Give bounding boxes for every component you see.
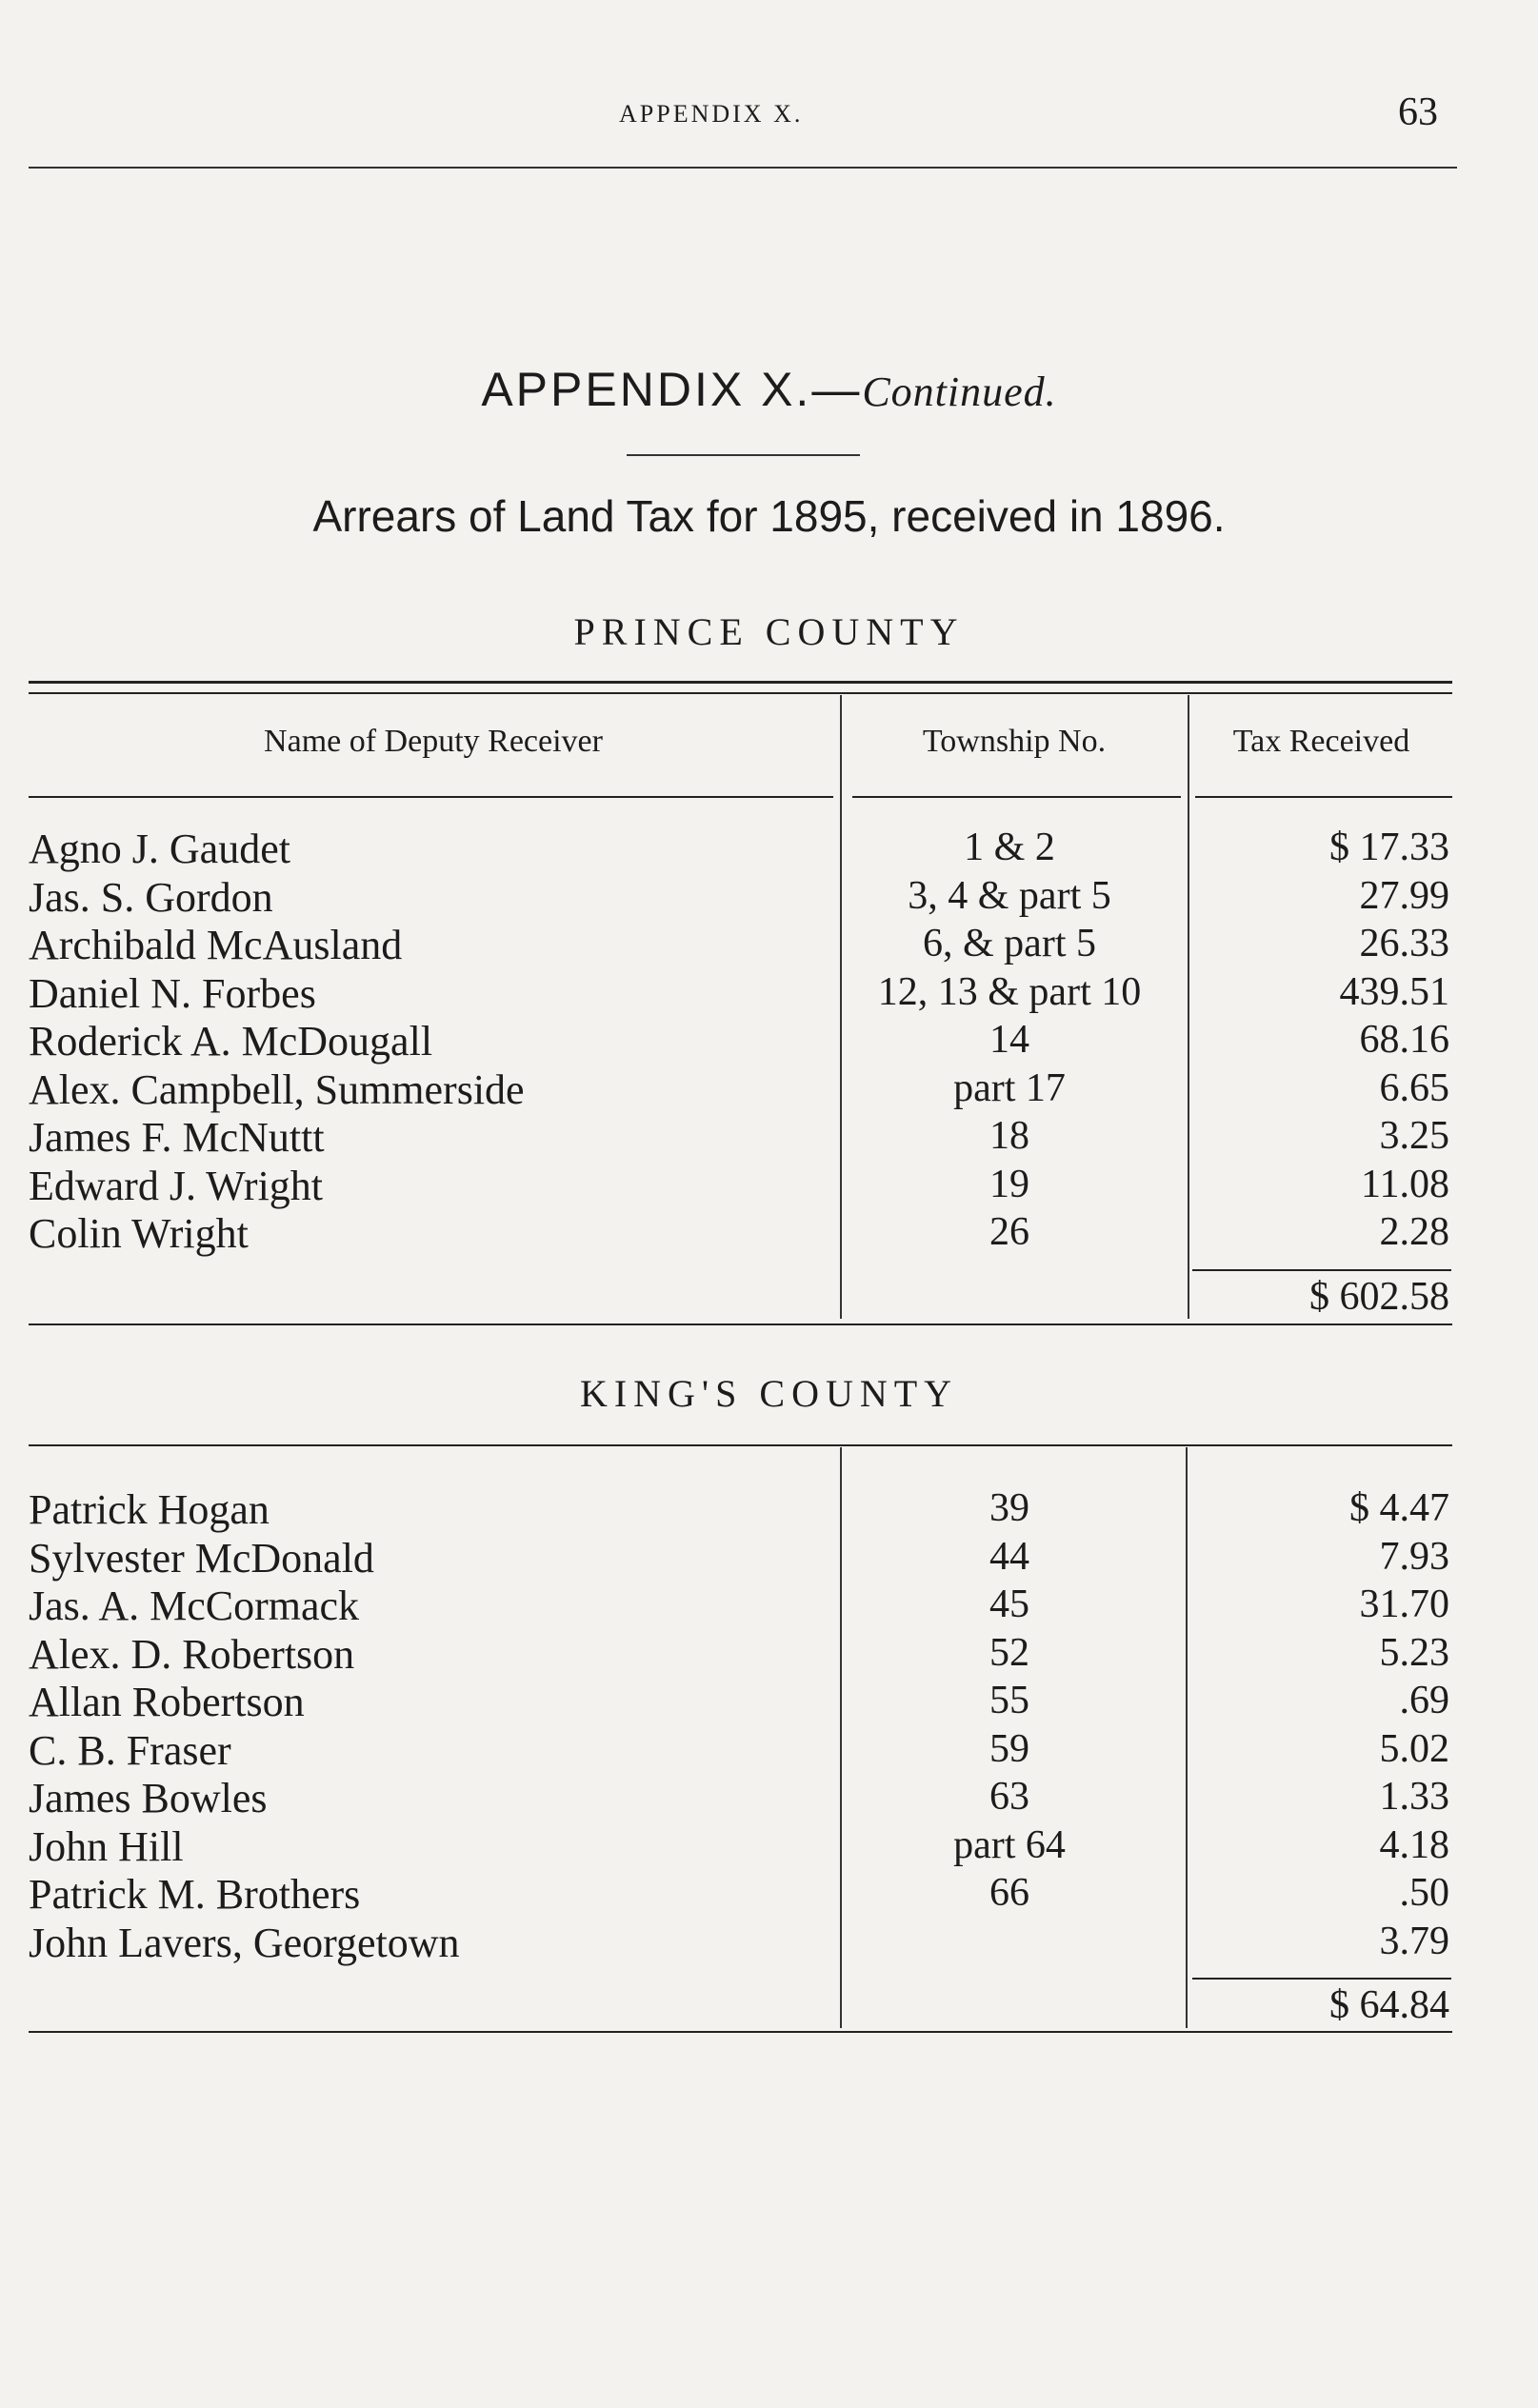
table-row <box>0 1822 1538 1870</box>
township-number: 26 <box>989 1210 1029 1254</box>
township-number: 59 <box>989 1726 1029 1771</box>
receiver-name: Archibald McAusland <box>29 922 403 968</box>
tax-received: 27.99 <box>1359 873 1449 918</box>
title-main: APPENDIX X.— <box>481 363 863 416</box>
tax-received: 4.18 <box>1379 1822 1449 1867</box>
receiver-name: Alex. D. Robertson <box>29 1630 355 1678</box>
subtitle: Arrears of Land Tax for 1895, received in 1896. <box>312 491 1226 541</box>
township-number: 44 <box>989 1534 1029 1579</box>
table-row <box>0 1113 1538 1161</box>
township-number: 55 <box>989 1679 1029 1722</box>
township-number: 52 <box>989 1630 1029 1675</box>
table-row <box>0 1017 1538 1065</box>
sum-rule <box>1192 1269 1451 1271</box>
tax-received: $ 17.33 <box>1329 826 1449 869</box>
receiver-name: John Hill <box>29 1822 184 1870</box>
tax-received: 26.33 <box>1359 922 1449 965</box>
township-number: 6, & part 5 <box>923 922 1096 965</box>
table-row <box>0 873 1538 921</box>
receiver-name: Colin Wright <box>29 1210 249 1257</box>
prince-county-total: $ 602.58 <box>1309 1275 1449 1319</box>
receiver-name: Edward J. Wright <box>29 1162 324 1209</box>
title-rule <box>627 454 860 456</box>
tax-received: 439.51 <box>1339 969 1449 1014</box>
tax-received: 6.65 <box>1379 1065 1449 1110</box>
table-row <box>0 1919 1538 1966</box>
tax-received: .69 <box>1399 1679 1449 1722</box>
table-row <box>0 1485 1538 1533</box>
table-row <box>0 1582 1538 1629</box>
tax-received: 3.79 <box>1379 1919 1449 1963</box>
kings-county-heading: KING'S COUNTY <box>579 1372 959 1415</box>
column-header-township: Township No. <box>922 724 1107 759</box>
table-top-rule <box>29 1444 1452 1446</box>
township-number: 45 <box>989 1582 1029 1626</box>
column-header-tax: Tax Received <box>1232 724 1410 759</box>
receiver-name: Daniel N. Forbes <box>29 969 316 1017</box>
sum-rule <box>1192 1978 1451 1980</box>
table-row <box>0 1162 1538 1209</box>
receiver-name: Jas. S. Gordon <box>29 873 273 921</box>
kings-county-total: $ 64.84 <box>1329 1983 1449 2027</box>
column-header-name: Name of Deputy Receiver <box>264 724 603 759</box>
township-number: 66 <box>989 1871 1029 1915</box>
receiver-name: Patrick Hogan <box>29 1486 270 1533</box>
table-top-rule-inner <box>29 692 1452 694</box>
table-row <box>0 1870 1538 1918</box>
township-number: 19 <box>989 1162 1029 1206</box>
table-row <box>0 1630 1538 1678</box>
table-row <box>0 1065 1538 1113</box>
township-number: 14 <box>989 1018 1029 1062</box>
header-underline-tax <box>1195 796 1452 798</box>
township-number: part 17 <box>953 1065 1066 1110</box>
receiver-name: Alex. Campbell, Summerside <box>29 1065 525 1113</box>
table-bottom-rule <box>29 2031 1452 2033</box>
township-number: part 64 <box>953 1822 1066 1867</box>
header-underline-name <box>29 796 833 798</box>
table-row <box>0 1209 1538 1257</box>
receiver-name: James F. McNuttt <box>29 1114 325 1161</box>
header-underline-township <box>852 796 1181 798</box>
title-continued: Continued. <box>862 368 1057 415</box>
table-row <box>0 921 1538 968</box>
page-number: 63 <box>1398 90 1438 134</box>
receiver-name: Allan Robertson <box>29 1679 305 1725</box>
prince-county-heading: PRINCE COUNTY <box>573 610 965 653</box>
table-row <box>0 1726 1538 1774</box>
tax-received: 1.33 <box>1379 1775 1449 1819</box>
receiver-name: Sylvester McDonald <box>29 1534 374 1582</box>
receiver-name: James Bowles <box>29 1775 268 1821</box>
header-rule <box>29 167 1457 169</box>
table-row <box>0 969 1538 1017</box>
receiver-name: Patrick M. Brothers <box>29 1871 361 1918</box>
tax-received: 5.02 <box>1379 1726 1449 1771</box>
tax-received: 2.28 <box>1379 1210 1449 1254</box>
tax-received: 7.93 <box>1379 1534 1449 1579</box>
tax-received: 5.23 <box>1379 1630 1449 1675</box>
running-head: APPENDIX X. <box>619 100 804 128</box>
table-row <box>0 825 1538 872</box>
receiver-name: Roderick A. McDougall <box>29 1018 433 1065</box>
township-number: 12, 13 & part 10 <box>877 969 1142 1014</box>
tax-received: $ 4.47 <box>1349 1486 1449 1530</box>
township-number: 1 & 2 <box>964 826 1055 869</box>
township-number: 39 <box>989 1486 1029 1530</box>
township-number: 3, 4 & part 5 <box>908 873 1111 918</box>
tax-received: 31.70 <box>1359 1582 1449 1626</box>
township-number: 63 <box>989 1775 1029 1819</box>
receiver-name: C. B. Fraser <box>29 1726 231 1774</box>
tax-received: 3.25 <box>1379 1114 1449 1158</box>
tax-received: 11.08 <box>1361 1162 1449 1206</box>
township-number: 18 <box>989 1114 1029 1158</box>
table-bottom-rule <box>29 1323 1452 1325</box>
receiver-name: Jas. A. McCormack <box>29 1582 360 1629</box>
table-row <box>0 1774 1538 1821</box>
tax-received: 68.16 <box>1359 1018 1449 1062</box>
receiver-name: Agno J. Gaudet <box>29 826 290 872</box>
table-row <box>0 1534 1538 1582</box>
table-top-rule <box>29 681 1452 684</box>
table-row <box>0 1678 1538 1725</box>
receiver-name: John Lavers, Georgetown <box>29 1919 460 1966</box>
tax-received: .50 <box>1399 1871 1449 1915</box>
page-title <box>0 362 1538 417</box>
